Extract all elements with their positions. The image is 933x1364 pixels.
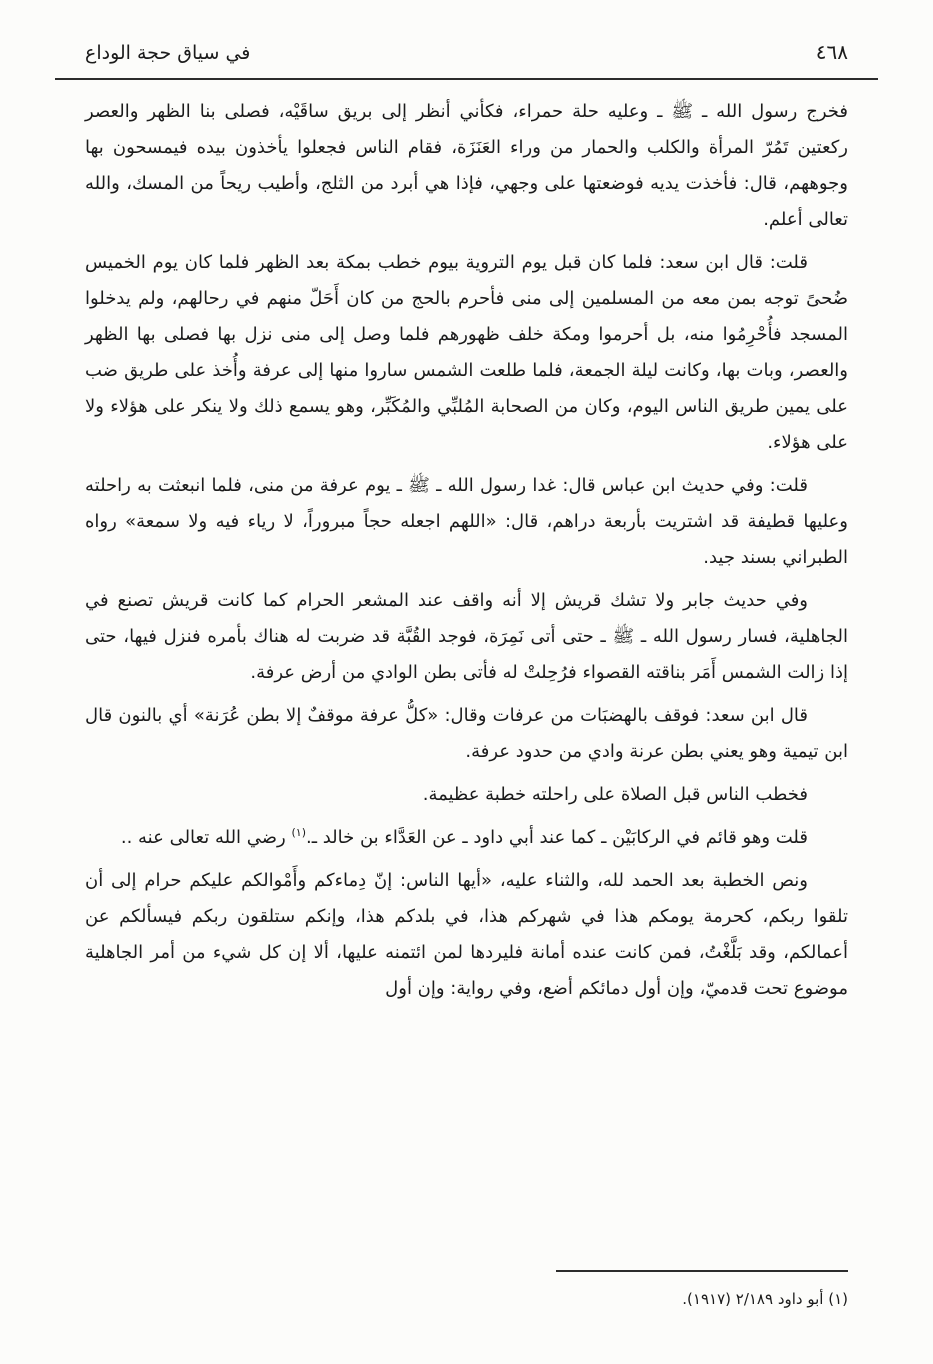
header-rule <box>55 78 878 80</box>
paragraph: قلت: قال ابن سعد: فلما كان قبل يوم التروية بيوم خطب بمكة بعد الظهر فلما كان يوم الخميس ضُحىً توجه بمن معه من المسلمين إلى منى فأحرم بالحج من كان أَحَلّ منهم في رحالهم، ولم يدخلوا المسجد فأُحْرِمُوا منه، بل أحرموا ومكة خلف ظهورهم فلما وصل إلى منى نزل بها فصلى بها الظهر والعصر، وبات بها، وكانت ليلة الجمعة، فلما طلعت الشمس ساروا منها إلى عرفة وأُخذ على طريق ضب على يمين طريق الناس اليوم، وكان من الصحابة المُلبِّي والمُكَبِّر، وهو يسمع ذلك ولا ينكر على هؤلاء ولا على هؤلاء. <box>85 252 848 453</box>
paragraph: فخرج رسول الله ـ ﷺ ـ وعليه حلة حمراء، فكأني أنظر إلى بريق ساقَيْه، فصلى بنا الظهر والعصر ركعتين تَمُرّ المرأة والكلب والحمار من وراء العَنَزَة، فقام الناس فجعلوا يأخذون بيده فيمسحون بها وجوههم، قال: فأخذت يديه فوضعتها على وجهي، فإذا هي أبرد من الثلج، وأطيب ريحاً من المسك، والله تعالى أعلم. <box>85 101 848 230</box>
footnote: (١) أبو داود ٢/١٨٩ (١٩١٧). <box>682 1290 848 1308</box>
paragraph: وفي حديث جابر ولا تشك قريش إلا أنه واقف عند المشعر الحرام كما كانت قريش تصنع في الجاهلية، فسار رسول الله ـ ﷺ ـ حتى أتى نَمِرَة، فوجد القُبَّة قد ضربت له هناك بأمره فنزل فيها، حتى إذا زالت الشمس أَمَر بناقته القصواء فرُحِلتْ له فأتى بطن الوادي من أرض عرفة. <box>85 590 848 683</box>
paragraph: قال ابن سعد: فوقف بالهضبَات من عرفات وقال: «كلُّ عرفة موقفٌ إلا بطن عُرَنة» أي بالنون قال ابن تيمية وهو يعني بطن عرنة وادي من حدود عرفة. <box>85 705 848 762</box>
paragraph: ونص الخطبة بعد الحمد لله، والثناء عليه، «أيها الناس: إنّ دِماءكم وأَمْوالكم عليكم حرام إلى أن تلقوا ربكم، كحرمة يومكم هذا في شهركم هذا، في بلدكم هذا، وإنكم ستلقون ربكم فيسألكم عن أعمالكم، وقد بَلَّغْتُ، فمن كانت عنده أمانة فليردها لمن ائتمنه عليها، ألا إن كل شيء من أمر الجاهلية موضوع تحت قدميّ، وإن أول دمائكم أضع، وفي رواية: وإن أول <box>85 870 848 999</box>
page-number: ٤٦٨ <box>815 40 848 64</box>
paragraph-text: قلت وهو قائم في الركابَيْن ـ كما عند أبي داود ـ عن العَدَّاء بن خالد ـ. <box>306 827 808 848</box>
paragraph <box>85 820 848 856</box>
page-body <box>85 94 848 1014</box>
paragraph: فخطب الناس قبل الصلاة على راحلته خطبة عظيمة. <box>422 784 808 805</box>
running-title: في سياق حجة الوداع <box>85 42 251 64</box>
paragraph: قلت: وفي حديث ابن عباس قال: غدا رسول الله ـ ﷺ ـ يوم عرفة من منى، فلما انبعثت به راحلته وعليها قطيفة قد اشتريت بأربعة دراهم، قال: «اللهم اجعله حجاً مبروراً، لا رياء فيه ولا سمعة» رواه الطبراني بسند جيد. <box>85 475 848 568</box>
page-header <box>85 40 848 64</box>
footnote-separator <box>556 1270 848 1272</box>
footnote-ref-marker: (١) <box>291 826 306 839</box>
paragraph-text: رضي الله تعالى عنه .. <box>120 827 292 848</box>
